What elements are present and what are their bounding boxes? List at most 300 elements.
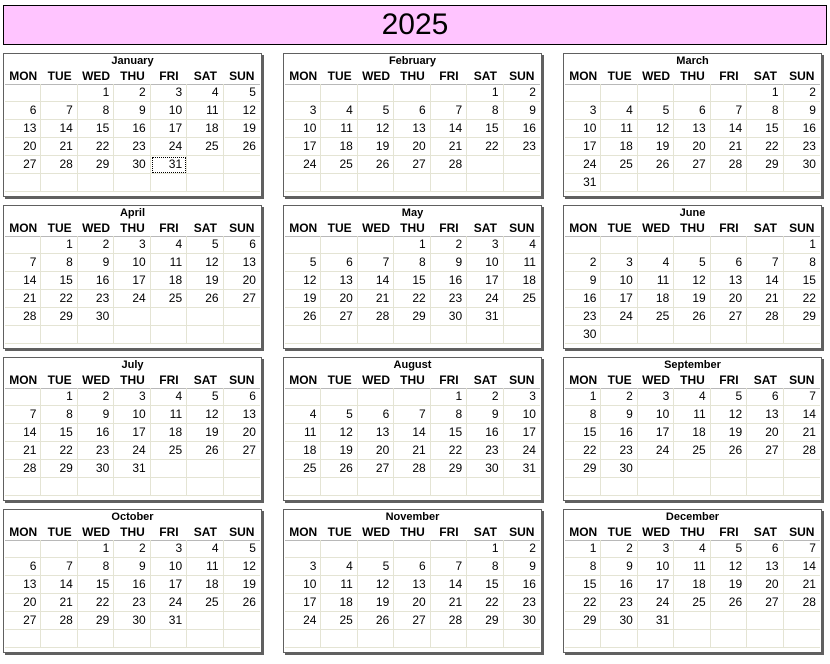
day-cell[interactable]: 5 (187, 388, 223, 406)
day-cell[interactable]: 26 (674, 308, 710, 326)
day-cell[interactable]: 25 (321, 156, 357, 174)
day-cell[interactable]: 25 (674, 594, 710, 612)
day-cell[interactable]: 24 (285, 612, 321, 630)
day-cell[interactable]: 3 (151, 540, 187, 558)
day-cell[interactable]: 6 (394, 558, 430, 576)
day-cell[interactable]: 12 (187, 406, 223, 424)
day-cell[interactable]: 25 (321, 612, 357, 630)
day-cell[interactable]: 14 (41, 576, 77, 594)
day-cell[interactable]: 1 (467, 84, 503, 102)
day-cell[interactable]: 27 (674, 156, 710, 174)
day-cell[interactable]: 16 (431, 272, 467, 290)
day-cell[interactable]: 18 (151, 272, 187, 290)
day-cell[interactable]: 13 (747, 406, 783, 424)
day-cell[interactable]: 11 (504, 254, 540, 272)
day-cell[interactable]: 16 (467, 424, 503, 442)
day-cell[interactable]: 28 (784, 442, 820, 460)
day-cell[interactable]: 18 (187, 120, 223, 138)
day-cell[interactable]: 8 (565, 406, 601, 424)
day-cell[interactable]: 26 (711, 594, 747, 612)
day-cell[interactable]: 13 (224, 254, 260, 272)
day-cell[interactable]: 17 (638, 424, 674, 442)
day-cell[interactable]: 24 (151, 138, 187, 156)
day-cell[interactable]: 1 (78, 84, 114, 102)
day-cell[interactable]: 20 (358, 442, 394, 460)
day-cell[interactable]: 10 (601, 272, 637, 290)
day-cell[interactable]: 4 (504, 236, 540, 254)
day-cell[interactable]: 20 (394, 138, 430, 156)
day-cell[interactable]: 4 (285, 406, 321, 424)
day-cell[interactable]: 11 (285, 424, 321, 442)
day-cell[interactable]: 5 (358, 102, 394, 120)
day-cell[interactable]: 25 (285, 460, 321, 478)
day-cell[interactable]: 21 (784, 424, 820, 442)
day-cell[interactable]: 8 (565, 558, 601, 576)
day-cell[interactable]: 11 (321, 576, 357, 594)
day-cell[interactable]: 4 (638, 254, 674, 272)
day-cell[interactable]: 14 (784, 406, 820, 424)
day-cell[interactable]: 6 (5, 102, 41, 120)
day-cell[interactable]: 10 (114, 254, 150, 272)
day-cell[interactable]: 5 (674, 254, 710, 272)
day-cell[interactable]: 18 (151, 424, 187, 442)
day-cell[interactable]: 23 (467, 442, 503, 460)
day-cell[interactable]: 4 (321, 558, 357, 576)
day-cell[interactable]: 28 (747, 308, 783, 326)
day-cell[interactable]: 13 (711, 272, 747, 290)
day-cell[interactable]: 25 (187, 138, 223, 156)
day-cell[interactable]: 22 (78, 138, 114, 156)
day-cell[interactable]: 11 (321, 120, 357, 138)
day-cell[interactable]: 15 (565, 576, 601, 594)
day-cell[interactable]: 31 (151, 156, 187, 174)
day-cell[interactable]: 12 (187, 254, 223, 272)
day-cell[interactable]: 4 (187, 540, 223, 558)
day-cell[interactable]: 14 (747, 272, 783, 290)
day-cell[interactable]: 14 (711, 120, 747, 138)
day-cell[interactable]: 16 (114, 120, 150, 138)
day-cell[interactable]: 14 (41, 120, 77, 138)
day-cell[interactable]: 17 (151, 576, 187, 594)
day-cell[interactable]: 24 (504, 442, 540, 460)
day-cell[interactable]: 27 (394, 612, 430, 630)
day-cell[interactable]: 11 (151, 254, 187, 272)
day-cell[interactable]: 12 (358, 120, 394, 138)
day-cell[interactable]: 15 (41, 272, 77, 290)
day-cell[interactable]: 2 (78, 236, 114, 254)
day-cell[interactable]: 3 (114, 236, 150, 254)
day-cell[interactable]: 20 (224, 424, 260, 442)
day-cell[interactable]: 29 (41, 460, 77, 478)
day-cell[interactable]: 26 (321, 460, 357, 478)
day-cell[interactable]: 26 (638, 156, 674, 174)
day-cell[interactable]: 6 (224, 236, 260, 254)
day-cell[interactable]: 5 (224, 540, 260, 558)
day-cell[interactable]: 13 (5, 120, 41, 138)
day-cell[interactable]: 24 (285, 156, 321, 174)
day-cell[interactable]: 22 (78, 594, 114, 612)
day-cell[interactable]: 11 (151, 406, 187, 424)
day-cell[interactable]: 24 (638, 594, 674, 612)
day-cell[interactable]: 14 (431, 120, 467, 138)
day-cell[interactable]: 27 (711, 308, 747, 326)
day-cell[interactable]: 21 (711, 138, 747, 156)
day-cell[interactable]: 3 (504, 388, 540, 406)
day-cell[interactable]: 18 (601, 138, 637, 156)
day-cell[interactable]: 21 (5, 442, 41, 460)
day-cell[interactable]: 10 (504, 406, 540, 424)
day-cell[interactable]: 20 (711, 290, 747, 308)
day-cell[interactable]: 28 (711, 156, 747, 174)
day-cell[interactable]: 1 (41, 388, 77, 406)
day-cell[interactable]: 30 (114, 156, 150, 174)
day-cell[interactable]: 7 (394, 406, 430, 424)
day-cell[interactable]: 11 (187, 102, 223, 120)
day-cell[interactable]: 1 (565, 388, 601, 406)
day-cell[interactable]: 9 (504, 558, 540, 576)
day-cell[interactable]: 4 (151, 388, 187, 406)
day-cell[interactable]: 12 (321, 424, 357, 442)
day-cell[interactable]: 18 (187, 576, 223, 594)
day-cell[interactable]: 15 (565, 424, 601, 442)
day-cell[interactable]: 26 (224, 594, 260, 612)
day-cell[interactable]: 17 (285, 138, 321, 156)
day-cell[interactable]: 16 (78, 272, 114, 290)
day-cell[interactable]: 28 (394, 460, 430, 478)
day-cell[interactable]: 8 (78, 102, 114, 120)
day-cell[interactable]: 29 (41, 308, 77, 326)
day-cell[interactable]: 1 (565, 540, 601, 558)
day-cell[interactable]: 16 (601, 576, 637, 594)
day-cell[interactable]: 16 (78, 424, 114, 442)
day-cell[interactable]: 6 (358, 406, 394, 424)
day-cell[interactable]: 5 (187, 236, 223, 254)
day-cell[interactable]: 19 (224, 120, 260, 138)
day-cell[interactable]: 18 (285, 442, 321, 460)
day-cell[interactable]: 8 (747, 102, 783, 120)
day-cell[interactable]: 26 (224, 138, 260, 156)
day-cell[interactable]: 27 (321, 308, 357, 326)
day-cell[interactable]: 16 (601, 424, 637, 442)
day-cell[interactable]: 2 (78, 388, 114, 406)
day-cell[interactable]: 14 (394, 424, 430, 442)
day-cell[interactable]: 17 (114, 424, 150, 442)
day-cell[interactable]: 14 (5, 424, 41, 442)
day-cell[interactable]: 17 (504, 424, 540, 442)
day-cell[interactable]: 23 (114, 594, 150, 612)
day-cell[interactable]: 20 (224, 272, 260, 290)
day-cell[interactable]: 15 (41, 424, 77, 442)
day-cell[interactable]: 15 (747, 120, 783, 138)
day-cell[interactable]: 30 (431, 308, 467, 326)
day-cell[interactable]: 28 (5, 308, 41, 326)
day-cell[interactable]: 29 (784, 308, 820, 326)
day-cell[interactable]: 18 (321, 594, 357, 612)
day-cell[interactable]: 30 (784, 156, 820, 174)
day-cell[interactable]: 6 (674, 102, 710, 120)
day-cell[interactable]: 14 (358, 272, 394, 290)
day-cell[interactable]: 2 (504, 540, 540, 558)
day-cell[interactable]: 23 (601, 442, 637, 460)
day-cell[interactable]: 21 (431, 138, 467, 156)
day-cell[interactable]: 31 (114, 460, 150, 478)
day-cell[interactable]: 3 (565, 102, 601, 120)
day-cell[interactable]: 1 (747, 84, 783, 102)
day-cell[interactable]: 13 (747, 558, 783, 576)
day-cell[interactable]: 23 (565, 308, 601, 326)
day-cell[interactable]: 27 (358, 460, 394, 478)
day-cell[interactable]: 15 (78, 120, 114, 138)
day-cell[interactable]: 29 (394, 308, 430, 326)
day-cell[interactable]: 7 (784, 388, 820, 406)
day-cell[interactable]: 15 (394, 272, 430, 290)
day-cell[interactable]: 28 (358, 308, 394, 326)
day-cell[interactable]: 24 (467, 290, 503, 308)
day-cell[interactable]: 4 (321, 102, 357, 120)
day-cell[interactable]: 10 (114, 406, 150, 424)
day-cell[interactable]: 4 (674, 540, 710, 558)
day-cell[interactable]: 24 (565, 156, 601, 174)
day-cell[interactable]: 6 (5, 558, 41, 576)
day-cell[interactable]: 1 (41, 236, 77, 254)
day-cell[interactable]: 22 (467, 138, 503, 156)
day-cell[interactable]: 3 (638, 540, 674, 558)
day-cell[interactable]: 22 (431, 442, 467, 460)
day-cell[interactable]: 11 (601, 120, 637, 138)
day-cell[interactable]: 19 (321, 442, 357, 460)
day-cell[interactable]: 27 (747, 594, 783, 612)
day-cell[interactable]: 18 (674, 576, 710, 594)
day-cell[interactable]: 23 (78, 290, 114, 308)
day-cell[interactable]: 12 (711, 558, 747, 576)
day-cell[interactable]: 31 (638, 612, 674, 630)
day-cell[interactable]: 24 (638, 442, 674, 460)
day-cell[interactable]: 6 (394, 102, 430, 120)
day-cell[interactable]: 13 (224, 406, 260, 424)
day-cell[interactable]: 6 (711, 254, 747, 272)
day-cell[interactable]: 21 (784, 576, 820, 594)
day-cell[interactable]: 7 (41, 558, 77, 576)
day-cell[interactable]: 22 (565, 442, 601, 460)
day-cell[interactable]: 2 (467, 388, 503, 406)
day-cell[interactable]: 5 (711, 388, 747, 406)
day-cell[interactable]: 19 (187, 272, 223, 290)
day-cell[interactable]: 2 (114, 540, 150, 558)
day-cell[interactable]: 29 (565, 460, 601, 478)
day-cell[interactable]: 3 (151, 84, 187, 102)
day-cell[interactable]: 6 (747, 388, 783, 406)
day-cell[interactable]: 7 (747, 254, 783, 272)
day-cell[interactable]: 8 (784, 254, 820, 272)
day-cell[interactable]: 7 (784, 540, 820, 558)
day-cell[interactable]: 19 (224, 576, 260, 594)
day-cell[interactable]: 20 (321, 290, 357, 308)
day-cell[interactable]: 13 (674, 120, 710, 138)
day-cell[interactable]: 16 (504, 576, 540, 594)
day-cell[interactable]: 27 (5, 156, 41, 174)
day-cell[interactable]: 13 (358, 424, 394, 442)
day-cell[interactable]: 9 (114, 558, 150, 576)
day-cell[interactable]: 16 (114, 576, 150, 594)
day-cell[interactable]: 5 (711, 540, 747, 558)
day-cell[interactable]: 11 (674, 406, 710, 424)
day-cell[interactable]: 10 (565, 120, 601, 138)
day-cell[interactable]: 26 (711, 442, 747, 460)
day-cell[interactable]: 28 (41, 612, 77, 630)
day-cell[interactable]: 13 (394, 576, 430, 594)
day-cell[interactable]: 2 (601, 388, 637, 406)
day-cell[interactable]: 23 (504, 594, 540, 612)
day-cell[interactable]: 18 (674, 424, 710, 442)
day-cell[interactable]: 21 (394, 442, 430, 460)
day-cell[interactable]: 18 (638, 290, 674, 308)
day-cell[interactable]: 8 (467, 102, 503, 120)
day-cell[interactable]: 17 (285, 594, 321, 612)
day-cell[interactable]: 12 (711, 406, 747, 424)
day-cell[interactable]: 25 (504, 290, 540, 308)
day-cell[interactable]: 7 (5, 254, 41, 272)
day-cell[interactable]: 13 (394, 120, 430, 138)
day-cell[interactable]: 20 (674, 138, 710, 156)
day-cell[interactable]: 9 (78, 406, 114, 424)
day-cell[interactable]: 7 (431, 558, 467, 576)
day-cell[interactable]: 31 (565, 174, 601, 192)
day-cell[interactable]: 21 (358, 290, 394, 308)
day-cell[interactable]: 4 (187, 84, 223, 102)
day-cell[interactable]: 10 (285, 576, 321, 594)
day-cell[interactable]: 11 (638, 272, 674, 290)
day-cell[interactable]: 29 (78, 156, 114, 174)
day-cell[interactable]: 22 (784, 290, 820, 308)
day-cell[interactable]: 2 (565, 254, 601, 272)
day-cell[interactable]: 30 (78, 460, 114, 478)
day-cell[interactable]: 5 (224, 84, 260, 102)
day-cell[interactable]: 3 (601, 254, 637, 272)
day-cell[interactable]: 12 (224, 102, 260, 120)
day-cell[interactable]: 1 (78, 540, 114, 558)
day-cell[interactable]: 27 (224, 290, 260, 308)
day-cell[interactable]: 1 (784, 236, 820, 254)
day-cell[interactable]: 2 (784, 84, 820, 102)
day-cell[interactable]: 24 (601, 308, 637, 326)
day-cell[interactable]: 24 (114, 442, 150, 460)
day-cell[interactable]: 9 (565, 272, 601, 290)
day-cell[interactable]: 30 (601, 460, 637, 478)
day-cell[interactable]: 20 (5, 138, 41, 156)
day-cell[interactable]: 9 (114, 102, 150, 120)
day-cell[interactable]: 10 (638, 558, 674, 576)
day-cell[interactable]: 12 (358, 576, 394, 594)
day-cell[interactable]: 17 (638, 576, 674, 594)
day-cell[interactable]: 9 (431, 254, 467, 272)
day-cell[interactable]: 22 (41, 290, 77, 308)
day-cell[interactable]: 17 (114, 272, 150, 290)
day-cell[interactable]: 27 (394, 156, 430, 174)
day-cell[interactable]: 29 (747, 156, 783, 174)
day-cell[interactable]: 26 (285, 308, 321, 326)
day-cell[interactable]: 30 (78, 308, 114, 326)
day-cell[interactable]: 25 (674, 442, 710, 460)
day-cell[interactable]: 22 (467, 594, 503, 612)
day-cell[interactable]: 26 (187, 290, 223, 308)
day-cell[interactable]: 17 (151, 120, 187, 138)
day-cell[interactable]: 3 (467, 236, 503, 254)
day-cell[interactable]: 12 (638, 120, 674, 138)
day-cell[interactable]: 5 (321, 406, 357, 424)
day-cell[interactable]: 10 (151, 558, 187, 576)
day-cell[interactable]: 19 (358, 138, 394, 156)
day-cell[interactable]: 4 (151, 236, 187, 254)
day-cell[interactable]: 11 (187, 558, 223, 576)
day-cell[interactable]: 2 (114, 84, 150, 102)
day-cell[interactable]: 23 (601, 594, 637, 612)
day-cell[interactable]: 20 (5, 594, 41, 612)
day-cell[interactable]: 7 (358, 254, 394, 272)
day-cell[interactable]: 1 (467, 540, 503, 558)
day-cell[interactable]: 16 (784, 120, 820, 138)
day-cell[interactable]: 19 (711, 424, 747, 442)
day-cell[interactable]: 8 (41, 254, 77, 272)
day-cell[interactable]: 9 (784, 102, 820, 120)
day-cell[interactable]: 12 (285, 272, 321, 290)
day-cell[interactable]: 7 (41, 102, 77, 120)
day-cell[interactable]: 25 (187, 594, 223, 612)
day-cell[interactable]: 18 (321, 138, 357, 156)
day-cell[interactable]: 27 (224, 442, 260, 460)
day-cell[interactable]: 28 (41, 156, 77, 174)
day-cell[interactable]: 2 (601, 540, 637, 558)
day-cell[interactable]: 15 (78, 576, 114, 594)
day-cell[interactable]: 4 (601, 102, 637, 120)
day-cell[interactable]: 9 (601, 558, 637, 576)
day-cell[interactable]: 21 (41, 138, 77, 156)
day-cell[interactable]: 17 (601, 290, 637, 308)
day-cell[interactable]: 11 (674, 558, 710, 576)
day-cell[interactable]: 26 (187, 442, 223, 460)
day-cell[interactable]: 23 (78, 442, 114, 460)
day-cell[interactable]: 4 (674, 388, 710, 406)
day-cell[interactable]: 29 (467, 612, 503, 630)
day-cell[interactable]: 26 (358, 156, 394, 174)
day-cell[interactable]: 23 (431, 290, 467, 308)
day-cell[interactable]: 6 (321, 254, 357, 272)
day-cell[interactable]: 31 (467, 308, 503, 326)
day-cell[interactable]: 21 (5, 290, 41, 308)
day-cell[interactable]: 23 (504, 138, 540, 156)
day-cell[interactable]: 12 (674, 272, 710, 290)
day-cell[interactable]: 19 (711, 576, 747, 594)
day-cell[interactable]: 6 (224, 388, 260, 406)
day-cell[interactable]: 25 (638, 308, 674, 326)
day-cell[interactable]: 15 (467, 576, 503, 594)
day-cell[interactable]: 14 (784, 558, 820, 576)
day-cell[interactable]: 22 (565, 594, 601, 612)
day-cell[interactable]: 19 (285, 290, 321, 308)
day-cell[interactable]: 8 (78, 558, 114, 576)
day-cell[interactable]: 25 (601, 156, 637, 174)
day-cell[interactable]: 8 (467, 558, 503, 576)
day-cell[interactable]: 29 (78, 612, 114, 630)
day-cell[interactable]: 26 (358, 612, 394, 630)
day-cell[interactable]: 21 (41, 594, 77, 612)
day-cell[interactable]: 30 (467, 460, 503, 478)
day-cell[interactable]: 8 (431, 406, 467, 424)
day-cell[interactable]: 3 (285, 102, 321, 120)
day-cell[interactable]: 8 (41, 406, 77, 424)
day-cell[interactable]: 19 (674, 290, 710, 308)
day-cell[interactable]: 29 (565, 612, 601, 630)
day-cell[interactable]: 2 (431, 236, 467, 254)
